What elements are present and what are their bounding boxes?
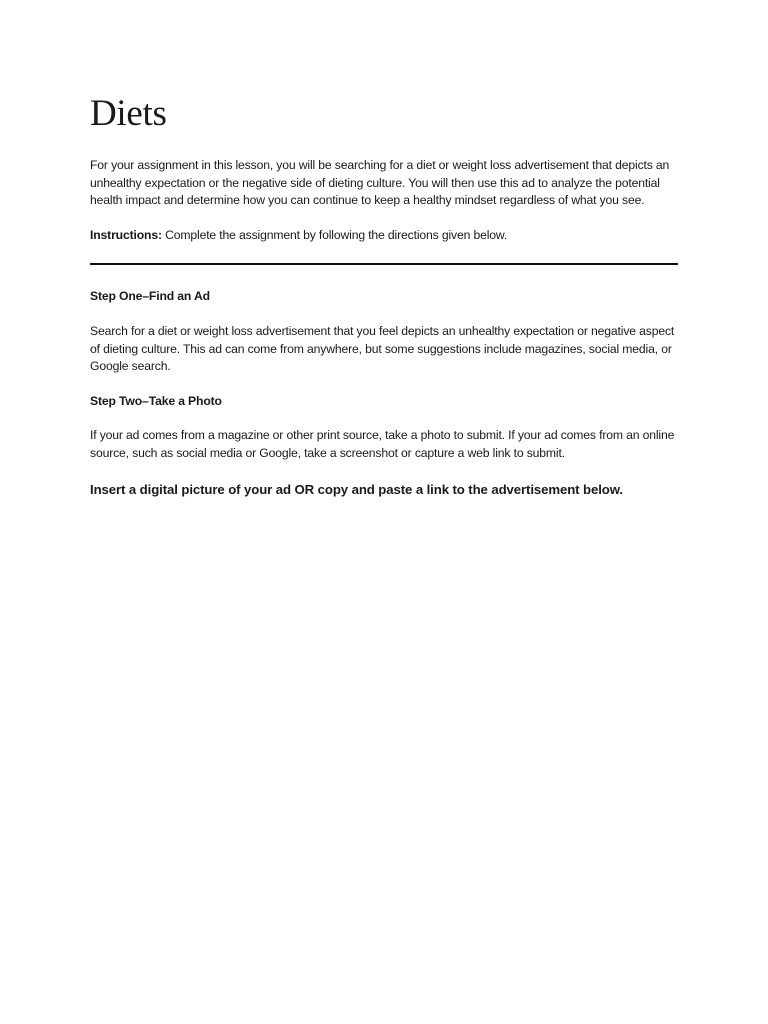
intro-paragraph: For your assignment in this lesson, you will be searching for a diet or weight loss advertisement that depicts an unhealthy expectation or the negative side of dieting culture. You will then use this ad to analyze the potential health impact and determine how you can continue to keep a healthy mindset regardless of what you see.: [90, 158, 670, 208]
document-title: Diets: [90, 93, 167, 134]
insert-prompt: Insert a digital picture of your ad OR copy and paste a link to the advertisement below.: [90, 481, 623, 497]
step-two-text: If your ad comes from a magazine or other print source, take a photo to submit. If your ad comes from an online source, such as social media or Google, take a screenshot or capture a web link to submit.: [90, 428, 675, 460]
instructions-paragraph: [90, 227, 680, 245]
instructions-label: Instructions:: [90, 227, 162, 242]
step-two-heading: Step Two–Take a Photo: [90, 393, 222, 408]
horizontal-divider: [90, 263, 678, 265]
instructions-text: Complete the assignment by following the directions given below.: [161, 227, 508, 242]
document-page: [90, 92, 680, 499]
step-one-heading: Step One–Find an Ad: [90, 289, 210, 304]
step-one-text: Search for a diet or weight loss advertisement that you feel depicts an unhealthy expectation or negative aspect of dieting culture. This ad can come from anywhere, but some suggestions include magazines, social media, or Google search.: [90, 323, 675, 374]
